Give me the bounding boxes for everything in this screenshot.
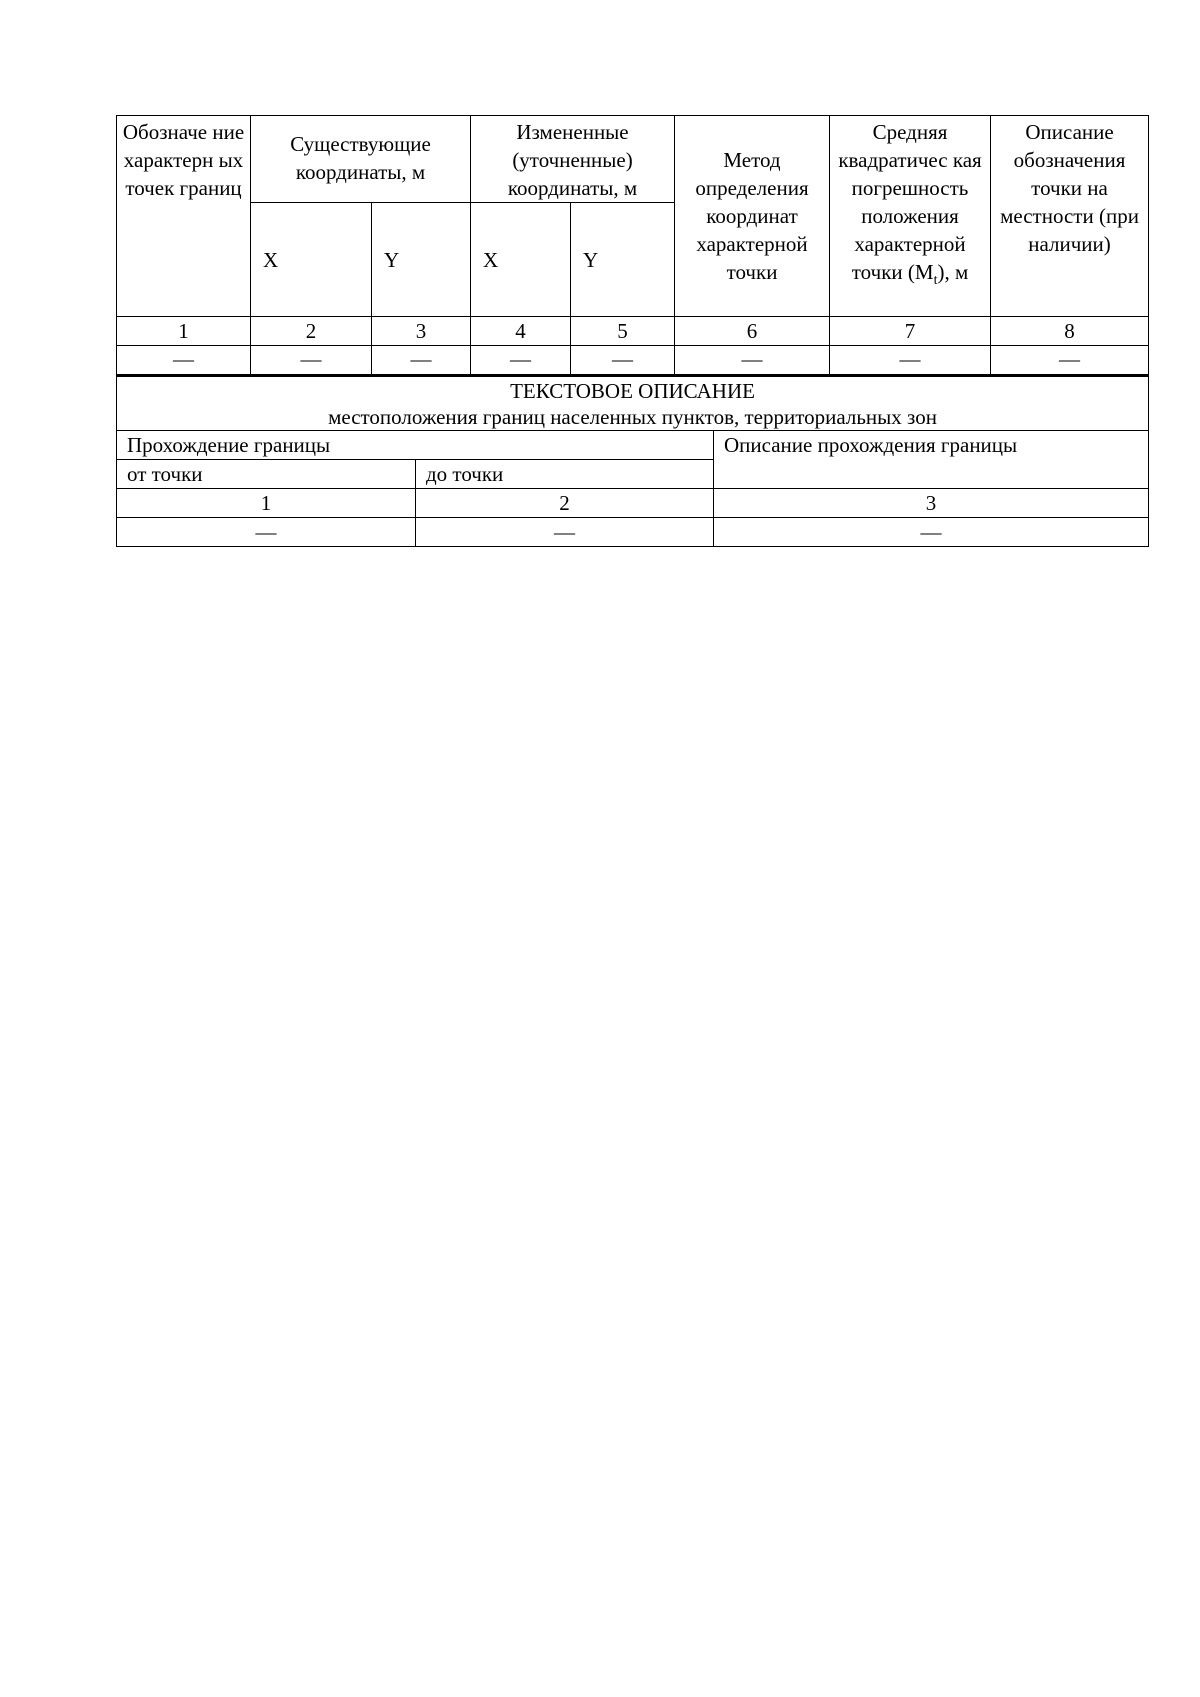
column-number: 1 <box>117 489 416 518</box>
column-number: 1 <box>117 317 251 346</box>
header-passage-description: Описание прохождения границы <box>714 431 1149 489</box>
column-numbers-row <box>117 317 1149 346</box>
header-mse-tail: ), м <box>937 260 969 284</box>
document-page <box>116 115 1148 547</box>
table-cell: — <box>416 518 714 547</box>
header-existing-y: Y <box>372 203 471 317</box>
column-number: 2 <box>251 317 372 346</box>
column-number: 5 <box>571 317 675 346</box>
header-from-point: от точки <box>117 460 416 489</box>
table-cell: — <box>372 346 471 375</box>
header-existing-x: X <box>251 203 372 317</box>
table-cell: — <box>714 518 1149 547</box>
table-cell: — <box>571 346 675 375</box>
header-to-point: до точки <box>416 460 714 489</box>
header-method <box>675 116 830 317</box>
table-row <box>117 346 1149 375</box>
description-subtitle: местоположения границ населенных пунктов, территориальных зон <box>328 405 937 429</box>
table-row <box>117 518 1149 547</box>
column-number: 8 <box>991 317 1149 346</box>
header-existing-coordinates <box>251 116 471 203</box>
column-numbers-row <box>117 489 1149 518</box>
table-cell: — <box>991 346 1149 375</box>
header-point-description: Описание обозначения точки на местности (при наличии) <box>991 116 1149 317</box>
description-title: ТЕКСТОВОЕ ОПИСАНИЕ <box>510 379 755 403</box>
column-number: 3 <box>714 489 1149 518</box>
header-mse-subscript: t <box>933 273 938 289</box>
table-cell: — <box>117 518 416 547</box>
header-mse-main: Средняя квадратичес кая погрешность положения характерной точки (M <box>838 120 982 284</box>
header-point-designation: Обозначе ние характерн ых точек границ <box>117 116 251 317</box>
table-cell: — <box>830 346 991 375</box>
column-number: 2 <box>416 489 714 518</box>
header-changed-x: X <box>471 203 571 317</box>
table-cell: — <box>471 346 571 375</box>
description-title-cell <box>117 376 1149 431</box>
column-number: 6 <box>675 317 830 346</box>
header-mean-square-error <box>830 116 991 317</box>
table-cell: — <box>675 346 830 375</box>
table-cell: — <box>117 346 251 375</box>
coordinates-table <box>116 115 1149 375</box>
column-number: 3 <box>372 317 471 346</box>
header-method-text: Метод определения координат характерной точки <box>695 148 809 284</box>
header-boundary-passage: Прохождение границы <box>117 431 714 460</box>
boundary-description-table <box>116 375 1149 547</box>
column-number: 7 <box>830 317 991 346</box>
header-existing-coordinates-text: Существующие координаты, м <box>290 132 431 184</box>
header-changed-y: Y <box>571 203 675 317</box>
table-cell: — <box>251 346 372 375</box>
header-changed-coordinates: Измененные (уточненные) координаты, м <box>471 116 675 203</box>
column-number: 4 <box>471 317 571 346</box>
